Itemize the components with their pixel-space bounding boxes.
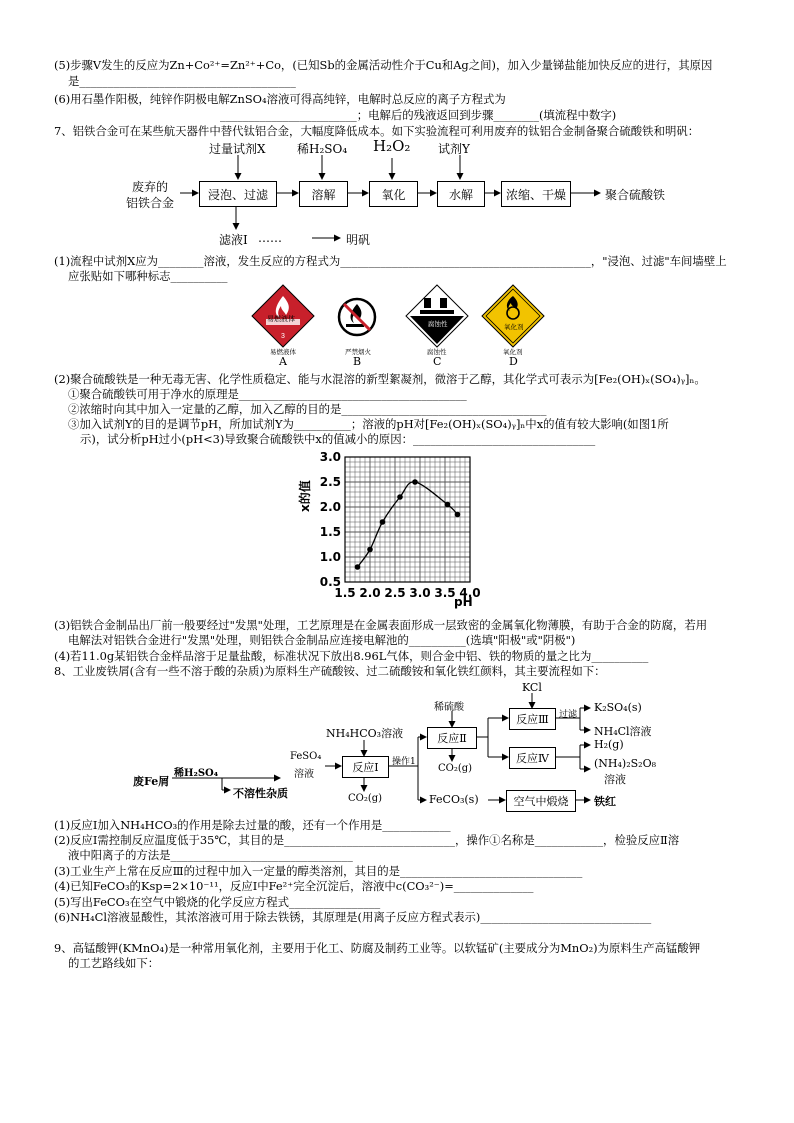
flow8-iron-red: 铁红 <box>594 795 616 808</box>
flow7-step-soak-filter: 浸泡、过滤 <box>199 181 277 207</box>
flow8-nh4cl: NH₄Cl溶液 <box>594 725 652 738</box>
flow8-persulfate-b: 溶液 <box>604 773 626 786</box>
flow7-reagent-h2so4: 稀H₂SO₄ <box>297 142 348 156</box>
q6-part5-line: (5)步骤Ⅴ发生的反应为Zn+Co²⁺=Zn²⁺+Co，(已知Sb的金属活动性介于Cu和Ag之间)，加入少量锑盐能加快反应的进行，其原因 <box>54 58 713 72</box>
flow8-persulfate: (NH₄)₂S₂O₈ <box>594 757 656 770</box>
x-tick-label: 2.0 <box>359 586 381 600</box>
flow8-reaction-4: 反应Ⅳ <box>509 747 556 769</box>
svg-text:3: 3 <box>281 333 285 340</box>
q7-part2-stem: (2)聚合硫酸铁是一种无毒无害、化学性质稳定、能与水混溶的新型絮凝剂，微溶于乙醇，其化学式可表示为[Fe₂(OH)ₓ(SO₄)ᵧ]ₙ。 <box>54 372 706 386</box>
question-9-stem: 9、高锰酸钾(KMnO₄)是一种常用氧化剂，主要用于化工、防腐及制药工业等。以软锰矿(主要成分为MnO₂)为原料生产高锰酸钾 <box>54 941 701 955</box>
y-tick-label: 2.0 <box>319 500 341 514</box>
flow8-reaction-3: 反应Ⅲ <box>509 708 556 730</box>
q6-part5-answer-line: 是______________________________________ <box>68 74 296 88</box>
y-tick-label: 1.0 <box>319 550 341 564</box>
flow7-input-2: 铝铁合金 <box>126 196 175 210</box>
flow7-step-dissolve: 溶解 <box>299 181 348 207</box>
q6-part6-answer-line: ________________________；电解后的残液返回到步骤________(填流程中数字) <box>220 108 617 122</box>
flow7-input: 废弃的 <box>132 180 169 194</box>
flow8-h2: H₂(g) <box>594 738 624 751</box>
q8-part3: (3)工业生产上常在反应Ⅲ的过程中加入一定量的醇类溶剂，其目的是________________________________ <box>54 864 583 878</box>
x-tick-label: 4.0 <box>459 586 481 600</box>
flow7-step-concentrate-dry: 浓缩、干燥 <box>501 181 571 207</box>
flow7-step-oxidize: 氧化 <box>369 181 418 207</box>
flow8-reaction-1: 反应Ⅰ <box>342 756 389 778</box>
q8-part5: (5)写出FeCO₃在空气中锻烧的化学反应方程式________________ <box>54 895 381 909</box>
y-tick-label: 0.5 <box>319 575 341 589</box>
y-tick-label: 2.5 <box>319 475 341 489</box>
flow8-k2so4: K₂SO₄(s) <box>594 701 642 714</box>
sign-d-letter: D <box>509 355 518 368</box>
x-tick-label: 2.5 <box>384 586 406 600</box>
flow8-reaction-2: 反应Ⅱ <box>427 727 477 749</box>
flow8-source: 废Fe屑 <box>133 775 170 788</box>
question-7-stem: 7、铝铁合金可在某些航天器件中替代钛铝合金，大幅度降低成本。如下实验流程可利用废弃的钛铝合金制备聚合硫酸铁和明矾： <box>54 124 700 138</box>
sign-a-caption: 易燃液体 <box>270 348 296 356</box>
flow8-feso4-b: 溶液 <box>294 769 314 780</box>
y-tick-label: 1.5 <box>319 525 341 539</box>
q8-part6: (6)NH₄Cl溶液显酸性，其浓溶液可用于除去铁锈，其原理是(用离子反应方程式表示)______________________________ <box>54 910 652 924</box>
sign-a-inner-label: 易燃液体 <box>267 315 295 323</box>
x-tick-label: 3.0 <box>409 586 431 600</box>
flow8-nh4hco3: NH₄HCO₃溶液 <box>326 727 404 740</box>
flow7-alum: 明矾 <box>346 233 371 247</box>
sign-c-inner-label: 腐蚀性 <box>428 320 448 328</box>
sign-c-caption: 腐蚀性 <box>427 348 447 356</box>
q7-part2-item2: ②浓缩时向其中加入一定量的乙醇，加入乙醇的目的是____________________________________ <box>68 402 547 416</box>
flow8-acid: 稀H₂SO₄ <box>174 768 219 779</box>
q7-part2-item3-cont: 示)，试分析pH过小(pH<3)导致聚合硫酸铁中x的值减小的原因：________________________________ <box>80 432 596 446</box>
flow7-dots: …… <box>258 231 282 245</box>
q8-part1: (1)反应Ⅰ加入NH₄HCO₃的作用是除去过量的酸，还有一个作用是____________ <box>54 818 451 832</box>
sign-d-inner-label: 氧化剂 <box>504 323 524 331</box>
q7-part1-line-b: 应张贴如下哪种标志__________ <box>68 269 228 283</box>
sign-b-caption: 严禁烟火 <box>345 348 371 356</box>
question-9-stem-cont: 的工艺路线如下： <box>68 956 160 970</box>
q7-part3-line-b: 电解法对铝铁合金进行"发黑"处理，则铝铁合金制品应连接电解池的__________(选填"阳极"或"阴极") <box>68 633 576 647</box>
flow8-calcine: 空气中煅烧 <box>506 790 576 812</box>
q8-part4: (4)已知FeCO₃的Ksp=2×10⁻¹¹，反应Ⅰ中Fe²⁺完全沉淀后，溶液中c(CO₃²⁻)=______________ <box>54 879 534 893</box>
flow8-op1: 操作1 <box>392 757 416 767</box>
q8-part2-b: 液中阳离子的方法是________________________________ <box>68 848 353 862</box>
sign-d-caption: 氧化剂 <box>503 348 523 356</box>
flow8-feco3: FeCO₃(s) <box>429 793 479 806</box>
x-tick-label: 3.5 <box>434 586 456 600</box>
flow7-product: 聚合硫酸铁 <box>605 188 666 202</box>
q7-part4-line: (4)若11.0g某铝铁合金样品溶于足量盐酸，标准状况下放出8.96L气体，则合金中铝、铁的物质的量之比为__________ <box>54 649 649 663</box>
q8-part2-a: (2)反应Ⅰ需控制反应温度低于35℃，其目的是______________________________，操作①名称是____________，检验反应Ⅱ溶 <box>54 833 680 847</box>
flow7-step-hydrolyze: 水解 <box>437 181 485 207</box>
flow7-reagent-h2o2: H₂O₂ <box>373 137 411 155</box>
q6-part6-line: (6)用石墨作阳极，纯锌作阴极电解ZnSO₄溶液可得高纯锌，电解时总反应的离子方程式为 <box>54 92 506 106</box>
flow8-feso4: FeSO₄ <box>290 751 322 762</box>
sign-c-letter: C <box>433 355 442 368</box>
flow8-impurity: 不溶性杂质 <box>233 787 288 800</box>
sign-a-letter: A <box>279 355 287 368</box>
flow8-filter: 过滤 <box>559 710 578 720</box>
chart-xlabel: pH <box>454 595 473 609</box>
flow8-dilute-acid: 稀硫酸 <box>434 702 464 713</box>
question-8-stem: 8、工业废铁屑(含有一些不溶于酸的杂质)为原料生产硫酸铵、过二硫酸铵和氧化铁红颜料，其主要流程如下： <box>54 664 606 678</box>
q7-part2-item3: ③加入试剂Y的目的是调节pH，所加试剂Y为__________；溶液的pH对[Fe₂(OH)ₓ(SO₄)ᵧ]ₙ中x的值有较大影响(如图1所 <box>68 417 669 431</box>
flow7-reagent-x: 过量试剂X <box>209 142 266 156</box>
x-tick-label: 1.5 <box>334 586 356 600</box>
q7-part3-line-a: (3)铝铁合金制品出厂前一般要经过"发黑"处理，工艺原理是在金属表面形成一层致密的金属氧化物薄膜，有助于合金的防腐，若用 <box>54 618 708 632</box>
q7-part2-item1: ①聚合硫酸铁可用于净水的原理是________________________________________ <box>68 387 467 401</box>
flow7-filtrate: 滤液Ⅰ <box>219 233 248 247</box>
flow8-co2-b: CO₂(g) <box>438 763 473 774</box>
flow7-reagent-y: 试剂Y <box>438 142 470 156</box>
flow8-co2-a: CO₂(g) <box>348 793 383 804</box>
sign-b-letter: B <box>353 355 362 368</box>
y-tick-label: 3.0 <box>319 450 341 464</box>
flow8-kcl: KCl <box>522 681 542 694</box>
chart-ylabel: x的值 <box>298 480 312 512</box>
q7-part1-line-a: (1)流程中试剂X应为________溶液，发生反应的方程式为____________________________________________，"浸泡、过滤"车间墙壁上 <box>54 254 727 268</box>
